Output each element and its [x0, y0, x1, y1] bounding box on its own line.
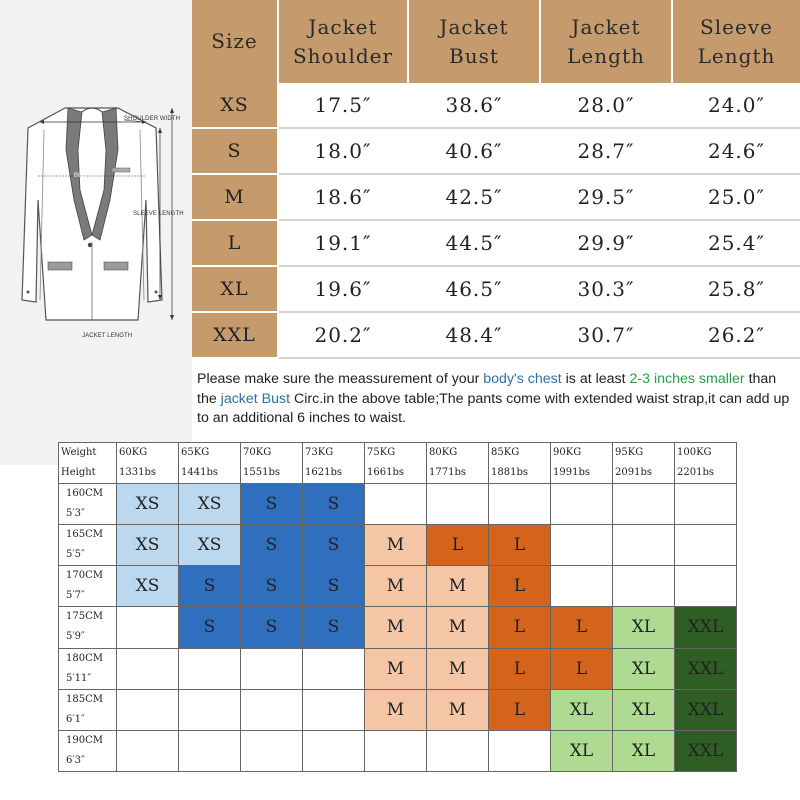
note-highlight-chest: body's chest — [483, 371, 562, 387]
measurement-cell-shoulder: 19.6″ — [278, 266, 408, 312]
size-cell-l: L — [489, 566, 551, 607]
height-row — [59, 730, 737, 771]
empty-cell — [303, 730, 365, 771]
measurement-cell-sleeve: 24.6″ — [672, 128, 800, 174]
empty-cell — [117, 730, 179, 771]
empty-cell — [117, 607, 179, 648]
size-cell-xs: XS — [117, 484, 179, 525]
height-row-header: 160CM 5′3″ — [59, 484, 117, 525]
measurement-cell-length: 29.5″ — [540, 174, 672, 220]
weight-column-header: 75KG 1661bs — [365, 443, 427, 484]
measurement-cell-shoulder: 19.1″ — [278, 220, 408, 266]
measurement-cell-shoulder: 18.0″ — [278, 128, 408, 174]
empty-cell — [303, 689, 365, 730]
jacket-diagram — [0, 0, 192, 465]
size-row-m — [192, 174, 800, 220]
measurement-cell-shoulder: 17.5″ — [278, 83, 408, 128]
size-cell-l: L — [551, 607, 613, 648]
size-cell-m: M — [427, 607, 489, 648]
measurement-cell-sleeve: 26.2″ — [672, 312, 800, 358]
measurement-cell-sleeve: 25.4″ — [672, 220, 800, 266]
weight-column-header: 95KG 2091bs — [613, 443, 675, 484]
height-row — [59, 607, 737, 648]
size-cell-xl: XL — [551, 730, 613, 771]
size-cell-m: M — [365, 566, 427, 607]
empty-cell — [241, 648, 303, 689]
size-cell-xl: XL — [613, 648, 675, 689]
empty-cell — [117, 648, 179, 689]
size-cell-l: L — [489, 689, 551, 730]
grid-corner-label: Weight Height — [59, 443, 117, 484]
size-cell-m: M — [427, 566, 489, 607]
note-text: than the — [197, 371, 777, 407]
note-text: is at least — [561, 371, 630, 387]
size-cell-xl: XL — [613, 689, 675, 730]
size-row-l — [192, 220, 800, 266]
note-text: Circ.in the above table;The pants come with extended waist strap,it can add up to an additional 6 inches to waist. — [197, 390, 790, 426]
empty-cell — [675, 525, 737, 566]
size-row-s — [192, 128, 800, 174]
size-cell-xl: XL — [613, 730, 675, 771]
empty-cell — [117, 689, 179, 730]
empty-cell — [613, 566, 675, 607]
size-cell-s: S — [241, 607, 303, 648]
header-size: Size — [192, 0, 278, 83]
empty-cell — [675, 484, 737, 525]
measurement-cell-bust: 46.5″ — [408, 266, 540, 312]
weight-column-header: 90KG 1991bs — [551, 443, 613, 484]
measurement-cell-shoulder: 20.2″ — [278, 312, 408, 358]
empty-cell — [489, 484, 551, 525]
size-cell-xxl: XXL — [675, 730, 737, 771]
size-label-cell: XL — [192, 266, 278, 312]
size-cell-s: S — [241, 525, 303, 566]
grid-weight-row — [59, 443, 737, 484]
weight-column-header: 80KG 1771bs — [427, 443, 489, 484]
size-cell-s: S — [303, 484, 365, 525]
size-cell-l: L — [489, 525, 551, 566]
size-cell-xs: XS — [179, 525, 241, 566]
size-cell-m: M — [427, 689, 489, 730]
size-cell-s: S — [179, 607, 241, 648]
size-cell-l: L — [489, 648, 551, 689]
height-row — [59, 525, 737, 566]
weight-column-header: 100KG 2201bs — [675, 443, 737, 484]
sleeve-length-label: SLEEVE LENGTH — [133, 211, 184, 217]
size-label-cell: L — [192, 220, 278, 266]
size-cell-s: S — [241, 566, 303, 607]
jacket-length-label: JACKET LENGTH — [82, 333, 133, 339]
measurement-cell-sleeve: 24.0″ — [672, 83, 800, 128]
shoulder-width-label: SHOULDER WIDTH — [124, 116, 181, 122]
measurement-cell-length: 28.7″ — [540, 128, 672, 174]
size-cell-xxl: XXL — [675, 607, 737, 648]
weight-column-header: 65KG 1441bs — [179, 443, 241, 484]
empty-cell — [613, 484, 675, 525]
weight-column-header: 60KG 1331bs — [117, 443, 179, 484]
empty-cell — [551, 566, 613, 607]
size-label-cell: S — [192, 128, 278, 174]
size-cell-xs: XS — [117, 525, 179, 566]
height-row — [59, 484, 737, 525]
empty-cell — [551, 525, 613, 566]
bust-label: BUST — [74, 173, 91, 179]
height-row-header: 180CM 5′11″ — [59, 648, 117, 689]
size-recommendation-grid — [58, 442, 737, 772]
size-cell-m: M — [365, 648, 427, 689]
header-sleeve-length: Sleeve Length — [672, 0, 800, 83]
size-cell-xl: XL — [613, 607, 675, 648]
size-cell-xxl: XXL — [675, 689, 737, 730]
height-row-header: 175CM 5′9″ — [59, 607, 117, 648]
size-cell-s: S — [303, 525, 365, 566]
size-cell-xxl: XXL — [675, 648, 737, 689]
empty-cell — [427, 484, 489, 525]
height-row — [59, 648, 737, 689]
size-cell-m: M — [365, 525, 427, 566]
header-jacket-shoulder: Jacket Shoulder — [278, 0, 408, 83]
size-label-cell: XS — [192, 83, 278, 128]
weight-column-header: 70KG 1551bs — [241, 443, 303, 484]
empty-cell — [303, 648, 365, 689]
measurement-cell-length: 30.7″ — [540, 312, 672, 358]
note-highlight-bust: jacket Bust — [220, 390, 291, 407]
header-jacket-length: Jacket Length — [540, 0, 672, 83]
empty-cell — [241, 730, 303, 771]
empty-cell — [179, 689, 241, 730]
weight-column-header: 85KG 1881bs — [489, 443, 551, 484]
size-cell-xs: XS — [117, 566, 179, 607]
size-cell-s: S — [241, 484, 303, 525]
weight-column-header: 73KG 1621bs — [303, 443, 365, 484]
empty-cell — [427, 730, 489, 771]
height-row — [59, 689, 737, 730]
height-row-header: 170CM 5′7″ — [59, 566, 117, 607]
measurement-cell-shoulder: 18.6″ — [278, 174, 408, 220]
measurement-cell-bust: 48.4″ — [408, 312, 540, 358]
empty-cell — [179, 648, 241, 689]
measurement-cell-length: 29.9″ — [540, 220, 672, 266]
header-jacket-bust: Jacket Bust — [408, 0, 540, 83]
measurement-cell-bust: 44.5″ — [408, 220, 540, 266]
measurement-cell-bust: 38.6″ — [408, 83, 540, 128]
size-row-xl — [192, 266, 800, 312]
sizing-note — [197, 370, 795, 429]
measurement-cell-sleeve: 25.8″ — [672, 266, 800, 312]
size-cell-l: L — [427, 525, 489, 566]
size-label-cell: XXL — [192, 312, 278, 358]
height-row — [59, 566, 737, 607]
size-row-xxl — [192, 312, 800, 358]
height-row-header: 165CM 5′5″ — [59, 525, 117, 566]
jacket-illustration — [0, 0, 192, 465]
measurement-cell-sleeve: 25.0″ — [672, 174, 800, 220]
measurement-cell-length: 28.0″ — [540, 83, 672, 128]
measurement-cell-bust: 40.6″ — [408, 128, 540, 174]
size-measurement-table — [192, 0, 800, 359]
size-row-xs — [192, 83, 800, 128]
size-cell-s: S — [303, 607, 365, 648]
empty-cell — [551, 484, 613, 525]
size-cell-xl: XL — [551, 689, 613, 730]
size-cell-m: M — [365, 689, 427, 730]
note-highlight-inches: 2-3 inches smaller — [629, 371, 745, 387]
size-cell-m: M — [427, 648, 489, 689]
size-cell-s: S — [303, 566, 365, 607]
empty-cell — [241, 689, 303, 730]
size-label-cell: M — [192, 174, 278, 220]
measurement-cell-bust: 42.5″ — [408, 174, 540, 220]
size-cell-m: M — [365, 607, 427, 648]
size-table-header-row — [192, 0, 800, 83]
empty-cell — [613, 525, 675, 566]
empty-cell — [179, 730, 241, 771]
empty-cell — [489, 730, 551, 771]
empty-cell — [365, 484, 427, 525]
size-cell-l: L — [551, 648, 613, 689]
note-text: Please make sure the meassurement of your — [197, 371, 484, 387]
size-cell-s: S — [179, 566, 241, 607]
empty-cell — [365, 730, 427, 771]
measurement-cell-length: 30.3″ — [540, 266, 672, 312]
height-row-header: 190CM 6′3″ — [59, 730, 117, 771]
size-cell-l: L — [489, 607, 551, 648]
height-row-header: 185CM 6′1″ — [59, 689, 117, 730]
size-cell-xs: XS — [179, 484, 241, 525]
empty-cell — [675, 566, 737, 607]
